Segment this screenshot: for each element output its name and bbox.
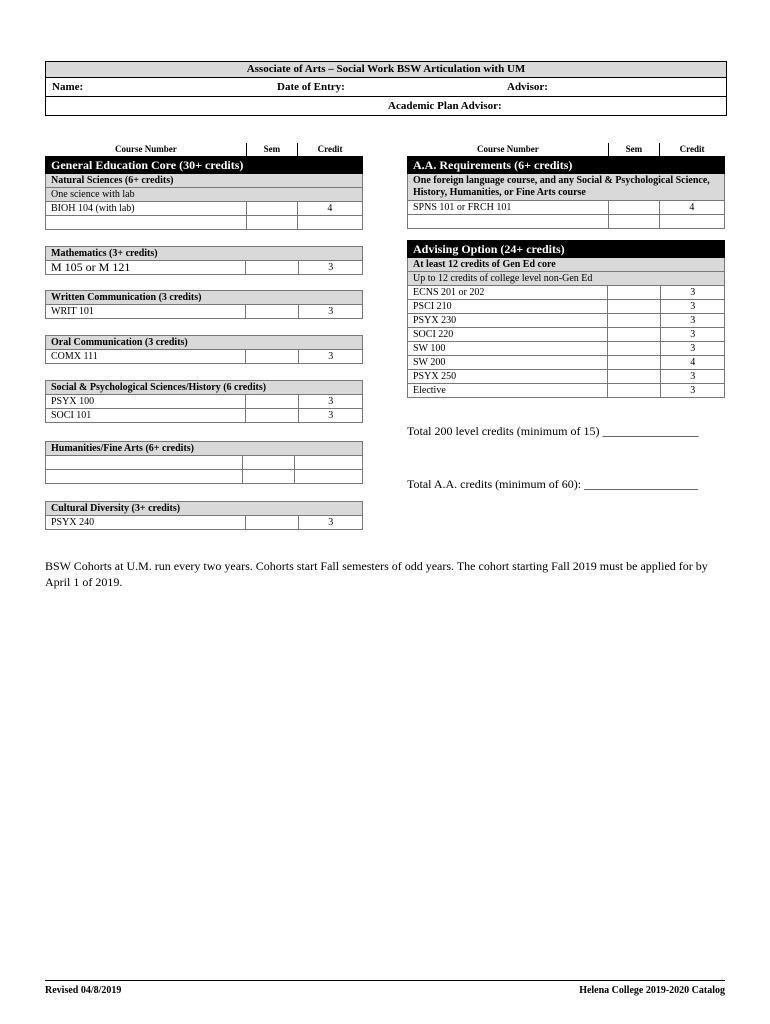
name-label: Name: bbox=[52, 81, 84, 93]
catalog-name: Helena College 2019-2020 Catalog bbox=[579, 985, 725, 996]
course-cell: PSCI 210 bbox=[408, 300, 608, 314]
gen-ed-title: General Education Core (30+ credits) bbox=[46, 157, 363, 174]
writing-table bbox=[45, 290, 363, 319]
course-cell: ECNS 201 or 202 bbox=[408, 286, 608, 300]
credit-cell: 3 bbox=[661, 300, 725, 314]
credit-cell: 3 bbox=[299, 305, 363, 319]
adv-title: Advising Option (24+ credits) bbox=[408, 241, 725, 258]
course-cell: SW 200 bbox=[408, 356, 608, 370]
natsci-note: One science with lab bbox=[46, 188, 363, 202]
natsci-title: Natural Sciences (6+ credits) bbox=[46, 174, 363, 188]
advising-option-table bbox=[407, 240, 725, 398]
sem-cell bbox=[607, 370, 661, 384]
table-row bbox=[46, 395, 363, 409]
adv-sub1: At least 12 credits of Gen Ed core bbox=[408, 258, 725, 272]
col-course-number: Course Number bbox=[408, 143, 609, 157]
sem-cell bbox=[609, 201, 659, 215]
footer-divider bbox=[45, 980, 725, 981]
sem-cell bbox=[607, 328, 661, 342]
credit-cell: 3 bbox=[661, 342, 725, 356]
writ-title: Written Communication (3 credits) bbox=[46, 291, 363, 305]
table-row bbox=[408, 300, 725, 314]
sem-cell bbox=[245, 516, 299, 530]
math-table bbox=[45, 246, 363, 275]
sem-cell bbox=[245, 395, 299, 409]
table-row bbox=[408, 328, 725, 342]
course-cell: BIOH 104 (with lab) bbox=[46, 202, 247, 216]
social-table bbox=[45, 380, 363, 423]
gen-ed-table bbox=[45, 143, 363, 230]
sem-cell bbox=[245, 350, 299, 364]
sem-cell bbox=[607, 356, 661, 370]
hum-title: Humanities/Fine Arts (6+ credits) bbox=[46, 442, 363, 456]
sem-cell bbox=[607, 384, 661, 398]
col-credit: Credit bbox=[297, 143, 362, 157]
credit-cell: 3 bbox=[299, 516, 363, 530]
table-row bbox=[408, 201, 725, 215]
advisor-label: Advisor: bbox=[507, 81, 548, 93]
academic-plan-advisor-label: Academic Plan Advisor: bbox=[388, 100, 502, 112]
blank-cell bbox=[46, 97, 382, 115]
oral-table bbox=[45, 335, 363, 364]
table-row bbox=[46, 470, 363, 484]
col-sem: Sem bbox=[247, 143, 297, 157]
table-row bbox=[46, 350, 363, 364]
date-of-entry-label: Date of Entry: bbox=[277, 81, 345, 93]
course-cell: WRIT 101 bbox=[46, 305, 246, 319]
table-row bbox=[408, 356, 725, 370]
credit-cell: 3 bbox=[299, 350, 363, 364]
credit-cell: 3 bbox=[661, 314, 725, 328]
course-cell: PSYX 240 bbox=[46, 516, 246, 530]
course-cell: PSYX 230 bbox=[408, 314, 608, 328]
bsw-cohort-note: BSW Cohorts at U.M. run every two years. Cohorts start Fall semesters of odd years. The cohort starting Fall 2019 must be applied for by April 1 of 2019. bbox=[45, 559, 708, 589]
sem-cell bbox=[247, 202, 297, 216]
cult-title: Cultural Diversity (3+ credits) bbox=[46, 502, 363, 516]
student-info-box bbox=[45, 61, 727, 116]
sem-cell bbox=[607, 342, 661, 356]
table-row bbox=[46, 305, 363, 319]
social-title: Social & Psychological Sciences/History (6 credits) bbox=[46, 381, 363, 395]
document-title: Associate of Arts – Social Work BSW Articulation with UM bbox=[46, 62, 726, 78]
course-cell: SOCI 101 bbox=[46, 409, 246, 423]
course-cell: SOCI 220 bbox=[408, 328, 608, 342]
table-row bbox=[408, 370, 725, 384]
credit-cell: 4 bbox=[659, 201, 724, 215]
col-credit: Credit bbox=[659, 143, 724, 157]
credit-cell: 3 bbox=[299, 395, 363, 409]
credit-cell: 3 bbox=[299, 261, 363, 275]
table-row bbox=[408, 314, 725, 328]
credit-cell: 3 bbox=[661, 328, 725, 342]
table-row bbox=[46, 216, 363, 230]
sem-cell bbox=[607, 286, 661, 300]
total-200-level-credits: Total 200 level credits (minimum of 15) ________________ bbox=[407, 424, 699, 438]
table-row bbox=[408, 342, 725, 356]
aa-title: A.A. Requirements (6+ credits) bbox=[408, 157, 725, 174]
credit-cell: 3 bbox=[661, 286, 725, 300]
course-cell: PSYX 100 bbox=[46, 395, 246, 409]
table-row bbox=[46, 516, 363, 530]
course-cell: Elective bbox=[408, 384, 608, 398]
math-title: Mathematics (3+ credits) bbox=[46, 247, 363, 261]
credit-cell: 3 bbox=[299, 409, 363, 423]
table-row bbox=[46, 261, 363, 275]
credit-cell: 4 bbox=[297, 202, 362, 216]
humanities-table bbox=[45, 441, 363, 484]
sem-cell bbox=[245, 305, 299, 319]
table-row bbox=[408, 384, 725, 398]
course-cell: SW 100 bbox=[408, 342, 608, 356]
revised-date: Revised 04/8/2019 bbox=[45, 985, 122, 996]
total-aa-credits: Total A.A. credits (minimum of 60): ___________________ bbox=[407, 477, 699, 491]
table-row bbox=[46, 456, 363, 470]
table-row bbox=[408, 286, 725, 300]
cultural-table bbox=[45, 501, 363, 530]
sem-cell bbox=[245, 261, 299, 275]
table-row bbox=[46, 409, 363, 423]
col-sem: Sem bbox=[609, 143, 659, 157]
course-cell: PSYX 250 bbox=[408, 370, 608, 384]
adv-sub2: Up to 12 credits of college level non-Gen Ed bbox=[408, 272, 725, 286]
course-cell: M 105 or M 121 bbox=[46, 261, 246, 275]
table-row bbox=[408, 215, 725, 229]
sem-cell bbox=[607, 314, 661, 328]
sem-cell bbox=[245, 409, 299, 423]
credit-cell: 3 bbox=[661, 384, 725, 398]
aa-note: One foreign language course, and any Social & Psychological Science, History, Humanities, or Fine Arts course bbox=[408, 174, 725, 201]
table-row bbox=[46, 202, 363, 216]
credit-cell: 3 bbox=[661, 370, 725, 384]
sem-cell bbox=[607, 300, 661, 314]
oral-title: Oral Communication (3 credits) bbox=[46, 336, 363, 350]
aa-requirements-table bbox=[407, 143, 725, 229]
course-cell: COMX 111 bbox=[46, 350, 246, 364]
col-course-number: Course Number bbox=[46, 143, 247, 157]
course-cell: SPNS 101 or FRCH 101 bbox=[408, 201, 609, 215]
credit-cell: 4 bbox=[661, 356, 725, 370]
